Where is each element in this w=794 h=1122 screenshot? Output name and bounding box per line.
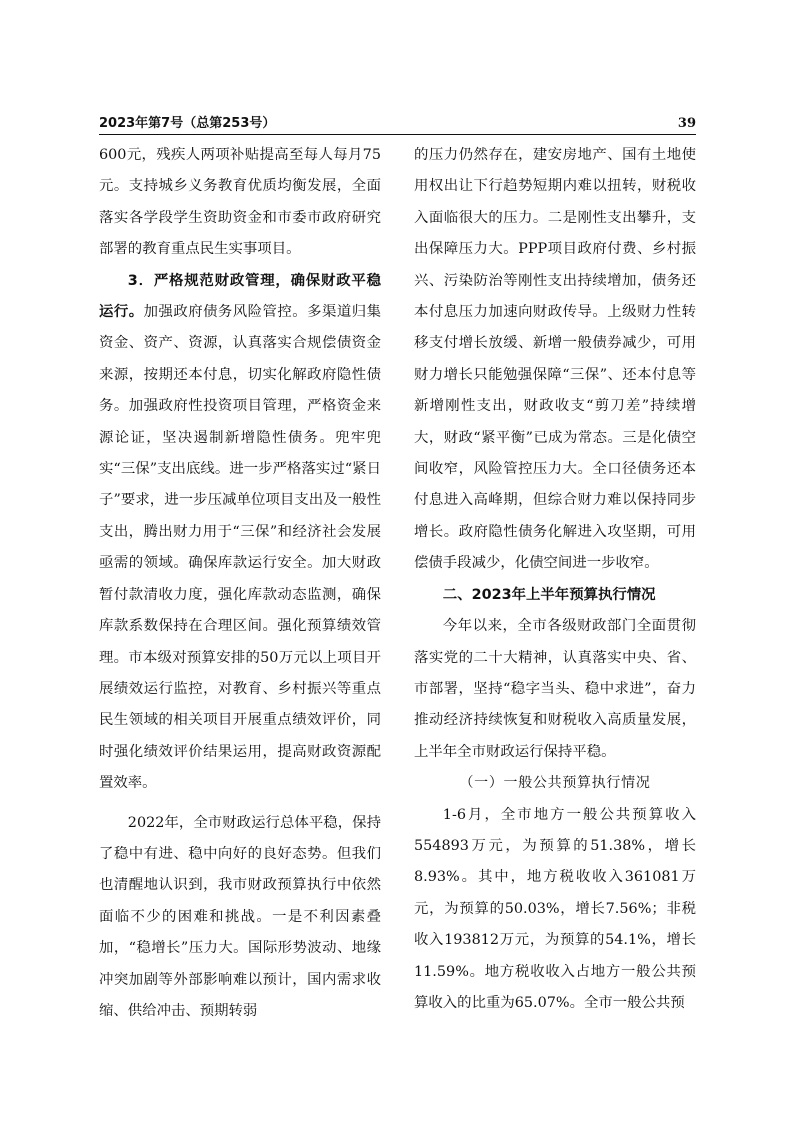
section-heading: 二、2023年上半年预算执行情况 xyxy=(442,586,656,603)
paragraph-body: 加强政府债务风险管控。多渠道归集资金、资产、资源，认真落实合规偿债资金来源，按期还本付息，切实化解政府隐性债务。加强政府性投资项目管理，严格资金来源论证，坚决遏制新增隐性债务。兜牢兜实“三保”支出底线。进一步严格落实过“紧日子”要求，进一步压减单位项目支出及一般性支出，腾出财力用于“三保”和经济社会发展亟需的领域。确保库款运行安全。加大财政暂付款清收力度，强化库款动态监测，确保库款系数保持在合理区间。强化预算绩效管理。市本级对预算安排的50万元以上项目开展绩效运行监控，对教育、乡村振兴等重点民生领域的相关项目开展重点绩效评价，同时强化绩效评价结果运用，提高财政资源配置效率。 xyxy=(99,304,381,792)
paragraph-continuation: 600元，残疾人两项补贴提高至每人每月75元。支持城乡义务教育优质均衡发展，全面落实各学段学生资助资金和市委市政府研究部署的教育重点民生实事项目。 xyxy=(99,147,381,258)
paragraph-revenue: 1-6月，全市地方一般公共预算收入554893万元，为预算的51.38%，增长8.93%。其中，地方税收收入361081万元，为预算的50.03%，增长7.56%；非税收入193812万元，为预算的54.1%，增长11.59%。地方税收收入占地方一般公共预算收入的比重为65.07%。全市一般公共预 xyxy=(414,806,696,1011)
paragraph-intro: 今年以来，全市各级财政部门全面贯彻落实党的二十大精神，认真落实中央、省、市部署，坚持“稳字当头、稳中求进”，奋力推动经济持续恢复和财税收入高质量发展，上半年全市财政运行保持平稳。 xyxy=(414,618,696,760)
paragraph-financial-management xyxy=(99,266,381,800)
paragraph-2022-summary: 2022年，全市财政运行总体平稳，保持了稳中有进、稳中向好的良好态势。但我们也清醒地认识到，我市财政预算执行中依然面临不少的困难和挑战。一是不利因素叠加，“稳增长”压力大。国际形势波动、地缘冲突加剧等外部影响难以预计，国内需求收缩、供给冲击、预期转弱 xyxy=(99,814,381,1019)
paragraph-heading: 3．严格规范财政管理，确保财政平稳运行。 xyxy=(99,272,381,321)
left-column xyxy=(99,140,381,1027)
page-number: 39 xyxy=(677,116,696,131)
issue-label: 2023年第7号（总第253号） xyxy=(99,116,276,131)
sub-heading: （一）一般公共预算执行情况 xyxy=(459,775,651,792)
page-header xyxy=(99,114,696,135)
right-column xyxy=(414,140,696,1019)
paragraph-continuation: 的压力仍然存在，建安房地产、国有土地使用权出让下行趋势短期内难以扭转，财税收入面临很大的压力。二是刚性支出攀升，支出保障压力大。PPP项目政府付费、乡村振兴、污染防治等刚性支出持续增加，债务还本付息压力加速向财政传导。上级财力性转移支付增长放缓、新增一般债券减少，可用财力增长只能勉强保障“三保”、还本付息等新增刚性支出，财政收支“剪刀差”持续增大，财政“紧平衡”已成为常态。三是化债空间收窄，风险管控压力大。全口径债务还本付息进入高峰期，但综合财力难以保持同步增长。政府隐性债务化解进入攻坚期，可用偿债手段减少，化债空间进一步收窄。 xyxy=(414,147,696,572)
